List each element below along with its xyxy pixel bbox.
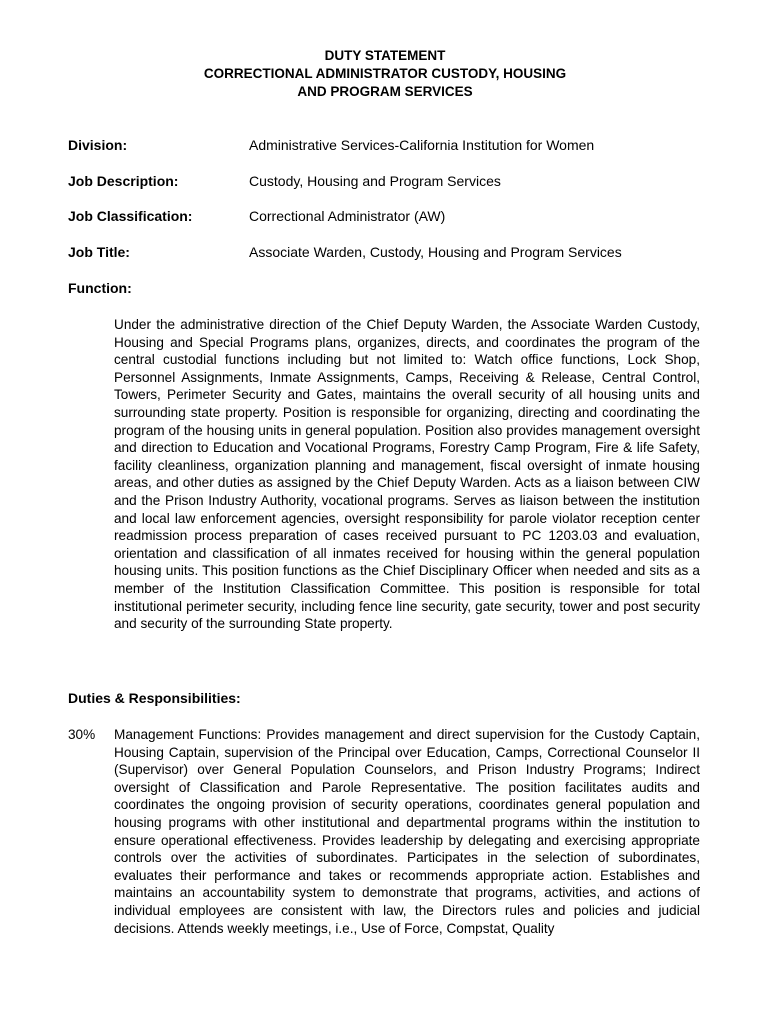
title-line-1: DUTY STATEMENT — [324, 48, 446, 63]
duty-description: Management Functions: Provides management and direct supervision for the Custody Captain, Housing Captain, supervision of the Principal over Education, Camps, Correctional Counselor II (Supervisor) over General Population Counselors, and Prison Industry Programs; Indirect oversight of Classification and Parole Representative. The position facilitates audits and coordinates the ongoing provision of security operations, coordinates general population and housing programs with other institutional and departmental programs within the institution to ensure operational effectiveness. Provides leadership by delegating and exercising appropriate controls over the activities of subordinates. Participates in the selection of subordinates, evaluates their performance and takes or recommends appropriate action. Establishes and maintains an accountability system to demonstrate that programs, activities, and actions of individual employees are consistent with law, the Directors rules and policies and judicial decisions. Attends weekly meetings, i.e., Use of Force, Compstat, Quality — [114, 727, 700, 936]
division-label: Division: — [68, 137, 128, 153]
duty-percent: 30% — [68, 727, 96, 742]
function-paragraph: Under the administrative direction of the Chief Deputy Warden, the Associate Warden Custody, Housing and Special Programs plans, organizes, directs, and coordinates the program of the central custodial functions including but not limited to: Watch office functions, Lock Shop, Personnel Assignments, Inmate Assignments, Camps, Receiving & Release, Central Control, Towers, Perimeter Security and Gates, maintains the overall security of all housing units and surrounding state property. Position is responsible for organizing, directing and coordinating the program of the housing units in general population. Position also provides management oversight and direction to Education and Vocational Programs, Forestry Camp Program, Fire & life Safety, facility cleanliness, organization planning and management, fiscal oversight of inmate housing areas, and other duties as assigned by the Chief Deputy Warden. Acts as a liaison between CIW and the Prison Industry Authority, vocational programs. Serves as liaison between the institution and local law enforcement agencies, oversight responsibility for parole violator reception center readmission process preparation of cases received pursuant to PC 1203.03 and evaluation, orientation and classification of all inmates received for housing within the general population housing units. This position functions as the Chief Disciplinary Officer when needed and sits as a member of the Institution Classification Committee. This position is responsible for total institutional perimeter security, including fence line security, gate security, tower and post security and security of the surrounding State property. — [114, 317, 700, 632]
job-classification-value: Correctional Administrator (AW) — [249, 208, 446, 224]
job-description-label: Job Description: — [68, 173, 179, 189]
job-description-value: Custody, Housing and Program Services — [249, 173, 501, 189]
job-title-label: Job Title: — [68, 244, 130, 260]
division-value: Administrative Services-California Institution for Women — [249, 137, 595, 153]
function-heading: Function: — [68, 280, 132, 296]
title-line-3: AND PROGRAM SERVICES — [297, 84, 473, 99]
document-title — [0, 47, 770, 101]
duties-heading: Duties & Responsibilities: — [68, 690, 241, 706]
title-line-2: CORRECTIONAL ADMINISTRATOR CUSTODY, HOUSING — [203, 66, 567, 81]
job-classification-label: Job Classification: — [68, 208, 193, 224]
job-title-value: Associate Warden, Custody, Housing and Program Services — [249, 244, 622, 260]
